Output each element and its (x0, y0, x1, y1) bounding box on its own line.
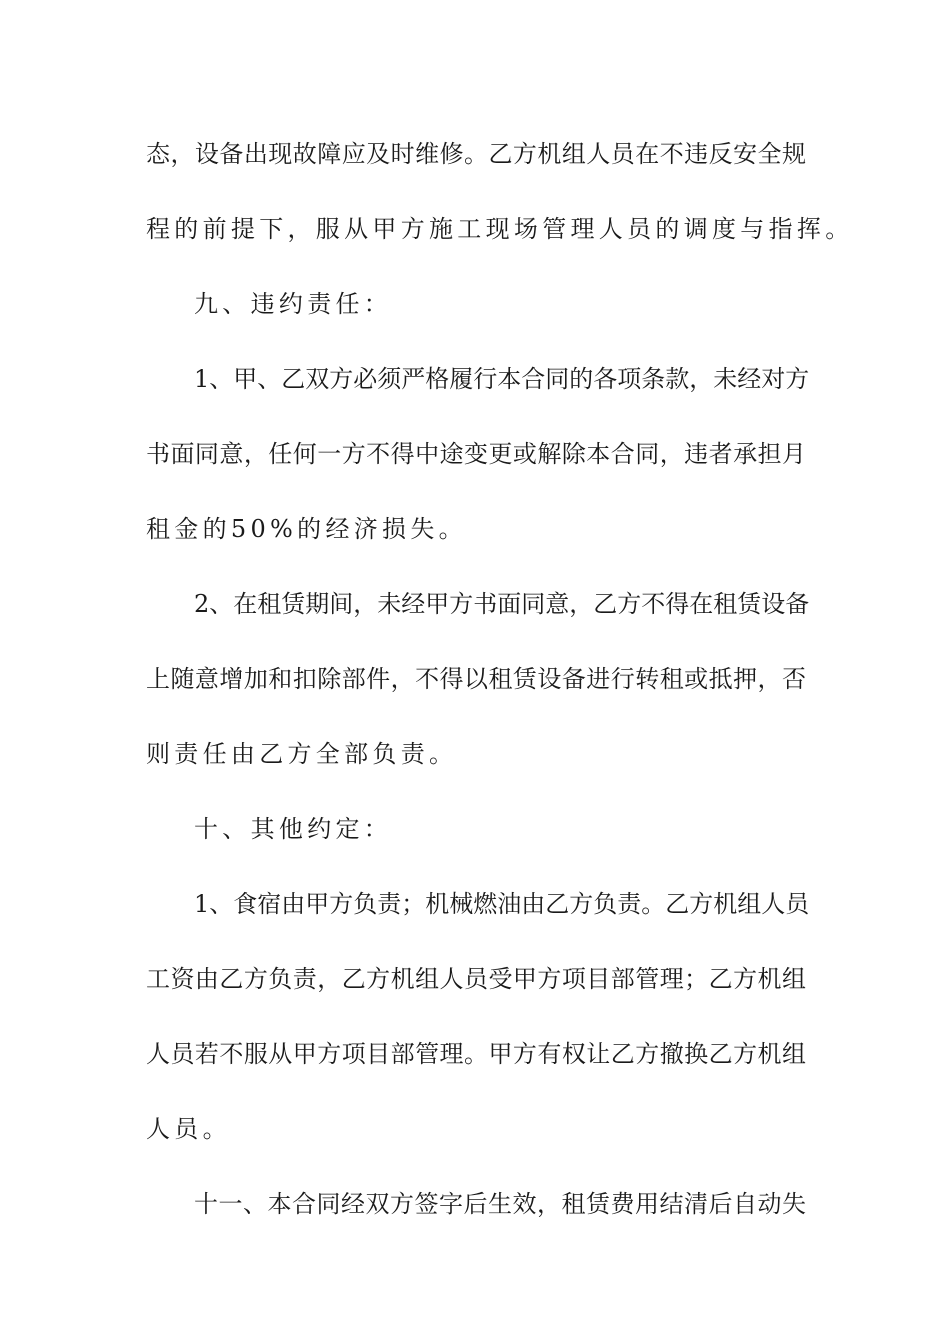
text-line-8: 上随意增加和扣除部件，不得以租赁设备进行转租或抵押，否 (146, 665, 806, 693)
section-heading-other-terms: 十、其他约定： (194, 815, 393, 843)
text-line-5: 书面同意，任何一方不得中途变更或解除本合同，违者承担月 (146, 440, 806, 468)
text-line-9: 则责任由乙方全部负责。 (146, 740, 458, 768)
text-line-4: 1、甲、乙双方必须严格履行本合同的各项条款，未经对方 (194, 365, 810, 393)
text-line-2: 程的前提下，服从甲方施工现场管理人员的调度与指挥。 (146, 215, 854, 243)
text-line-14: 人员。 (146, 1115, 231, 1143)
text-line-13: 人员若不服从甲方项目部管理。甲方有权让乙方撤换乙方机组 (146, 1040, 806, 1068)
text-line-11: 1、食宿由甲方负责；机械燃油由乙方负责。乙方机组人员 (194, 890, 810, 918)
text-line-6: 租金的50%的经济损失。 (146, 515, 467, 543)
text-line-1: 态，设备出现故障应及时维修。乙方机组人员在不违反安全规 (146, 140, 806, 168)
section-heading-breach-liability: 九、违约责任： (194, 290, 393, 318)
text-line-15: 十一、本合同经双方签字后生效，租赁费用结清后自动失 (194, 1190, 806, 1218)
text-line-7: 2、在租赁期间，未经甲方书面同意，乙方不得在租赁设备 (194, 590, 810, 618)
text-line-12: 工资由乙方负责，乙方机组人员受甲方项目部管理；乙方机组 (146, 965, 806, 993)
